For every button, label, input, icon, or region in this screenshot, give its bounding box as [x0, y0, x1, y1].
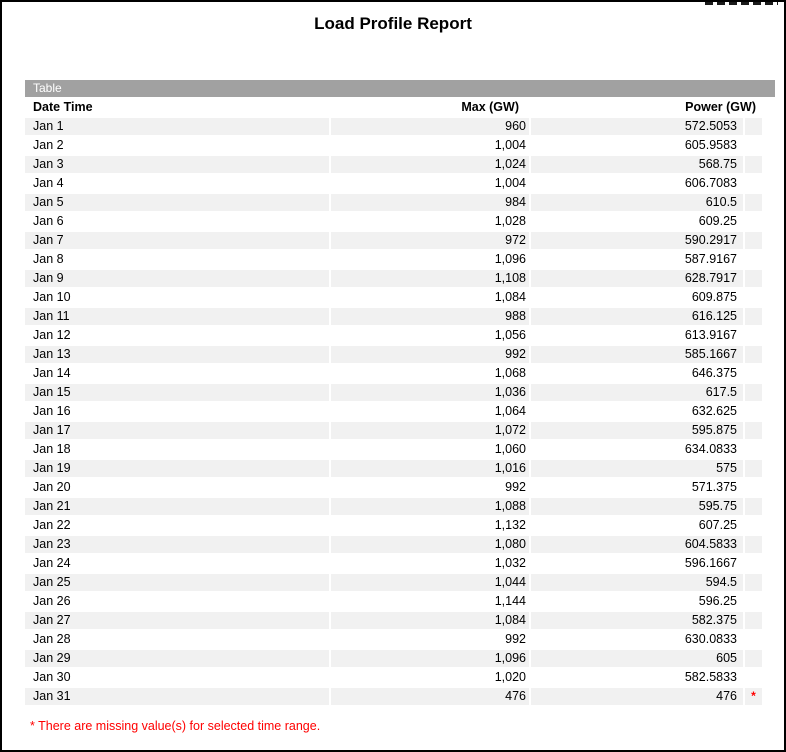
power-value-cell: 632.625 — [531, 403, 743, 420]
table-row — [25, 441, 762, 458]
power-value-cell: 582.375 — [531, 612, 743, 629]
missing-flag-cell — [745, 555, 762, 572]
max-value-cell: 1,044 — [331, 574, 529, 591]
date-cell: Jan 7 — [25, 232, 329, 249]
date-cell: Jan 3 — [25, 156, 329, 173]
max-value-cell: 1,004 — [331, 175, 529, 192]
missing-flag-cell — [745, 403, 762, 420]
power-value-cell: 571.375 — [531, 479, 743, 496]
date-cell: Jan 23 — [25, 536, 329, 553]
max-value-cell: 992 — [331, 479, 529, 496]
date-cell: Jan 16 — [25, 403, 329, 420]
max-value-cell: 988 — [331, 308, 529, 325]
date-cell: Jan 20 — [25, 479, 329, 496]
table-row — [25, 460, 762, 477]
missing-flag-cell — [745, 213, 762, 230]
power-value-cell: 590.2917 — [531, 232, 743, 249]
power-value-cell: 610.5 — [531, 194, 743, 211]
max-value-cell: 1,088 — [331, 498, 529, 515]
power-value-cell: 587.9167 — [531, 251, 743, 268]
power-value-cell: 605.9583 — [531, 137, 743, 154]
table-row — [25, 517, 762, 534]
table-row — [25, 232, 762, 249]
date-cell: Jan 17 — [25, 422, 329, 439]
table-row — [25, 251, 762, 268]
missing-flag-cell: * — [745, 688, 762, 705]
table-row — [25, 593, 762, 610]
power-value-cell: 582.5833 — [531, 669, 743, 686]
date-cell: Jan 1 — [25, 118, 329, 135]
missing-flag-cell — [745, 498, 762, 515]
power-value-cell: 596.25 — [531, 593, 743, 610]
table-row — [25, 555, 762, 572]
max-value-cell: 1,024 — [331, 156, 529, 173]
missing-flag-cell — [745, 479, 762, 496]
max-value-cell: 1,096 — [331, 650, 529, 667]
date-cell: Jan 4 — [25, 175, 329, 192]
power-value-cell: 596.1667 — [531, 555, 743, 572]
max-value-cell: 1,004 — [331, 137, 529, 154]
table-row — [25, 308, 762, 325]
missing-flag-cell — [745, 251, 762, 268]
table-row — [25, 156, 762, 173]
missing-flag-cell — [745, 384, 762, 401]
missing-flag-cell — [745, 441, 762, 458]
table-row — [25, 536, 762, 553]
table-row — [25, 365, 762, 382]
power-value-cell: 604.5833 — [531, 536, 743, 553]
max-value-cell: 476 — [331, 688, 529, 705]
power-value-cell: 568.75 — [531, 156, 743, 173]
date-cell: Jan 11 — [25, 308, 329, 325]
date-cell: Jan 27 — [25, 612, 329, 629]
date-cell: Jan 22 — [25, 517, 329, 534]
table-row — [25, 422, 762, 439]
table-row — [25, 612, 762, 629]
table-section-label: Table — [33, 81, 62, 95]
column-header-power-gw: Power (GW) — [685, 100, 756, 114]
max-value-cell: 984 — [331, 194, 529, 211]
missing-flag-cell — [745, 650, 762, 667]
table-section-bar — [25, 80, 775, 97]
power-value-cell: 617.5 — [531, 384, 743, 401]
power-value-cell: 609.25 — [531, 213, 743, 230]
max-value-cell: 1,028 — [331, 213, 529, 230]
table-row — [25, 213, 762, 230]
missing-flag-cell — [745, 593, 762, 610]
table-row — [25, 574, 762, 591]
column-header-date-time: Date Time — [33, 100, 93, 114]
table-row — [25, 118, 762, 135]
power-value-cell: 585.1667 — [531, 346, 743, 363]
power-value-cell: 634.0833 — [531, 441, 743, 458]
missing-flag-cell — [745, 669, 762, 686]
table-row — [25, 669, 762, 686]
missing-flag-cell — [745, 346, 762, 363]
missing-flag-cell — [745, 270, 762, 287]
max-value-cell: 1,084 — [331, 289, 529, 306]
table-row — [25, 327, 762, 344]
max-value-cell: 1,132 — [331, 517, 529, 534]
max-value-cell: 1,056 — [331, 327, 529, 344]
table-row — [25, 194, 762, 211]
table-row — [25, 403, 762, 420]
date-cell: Jan 19 — [25, 460, 329, 477]
power-value-cell: 616.125 — [531, 308, 743, 325]
power-value-cell: 595.75 — [531, 498, 743, 515]
missing-flag-cell — [745, 631, 762, 648]
date-cell: Jan 9 — [25, 270, 329, 287]
max-value-cell: 1,036 — [331, 384, 529, 401]
table-row — [25, 175, 762, 192]
date-cell: Jan 8 — [25, 251, 329, 268]
date-cell: Jan 6 — [25, 213, 329, 230]
max-value-cell: 1,032 — [331, 555, 529, 572]
date-cell: Jan 14 — [25, 365, 329, 382]
date-cell: Jan 5 — [25, 194, 329, 211]
missing-flag-cell — [745, 517, 762, 534]
max-value-cell: 972 — [331, 232, 529, 249]
date-cell: Jan 31 — [25, 688, 329, 705]
table-row — [25, 498, 762, 515]
max-value-cell: 1,064 — [331, 403, 529, 420]
date-cell: Jan 13 — [25, 346, 329, 363]
date-cell: Jan 18 — [25, 441, 329, 458]
missing-flag-cell — [745, 137, 762, 154]
date-cell: Jan 21 — [25, 498, 329, 515]
power-value-cell: 594.5 — [531, 574, 743, 591]
max-value-cell: 960 — [331, 118, 529, 135]
power-value-cell: 609.875 — [531, 289, 743, 306]
table-row — [25, 289, 762, 306]
table-row — [25, 479, 762, 496]
table-row — [25, 688, 762, 705]
max-value-cell: 992 — [331, 631, 529, 648]
power-value-cell: 628.7917 — [531, 270, 743, 287]
date-cell: Jan 24 — [25, 555, 329, 572]
max-value-cell: 1,084 — [331, 612, 529, 629]
max-value-cell: 1,016 — [331, 460, 529, 477]
max-value-cell: 1,060 — [331, 441, 529, 458]
missing-flag-cell — [745, 175, 762, 192]
date-cell: Jan 2 — [25, 137, 329, 154]
power-value-cell: 646.375 — [531, 365, 743, 382]
power-value-cell: 605 — [531, 650, 743, 667]
table-row — [25, 137, 762, 154]
date-cell: Jan 26 — [25, 593, 329, 610]
power-value-cell: 476 — [531, 688, 743, 705]
power-value-cell: 606.7083 — [531, 175, 743, 192]
clipped-text-fragment — [705, 2, 778, 5]
date-cell: Jan 15 — [25, 384, 329, 401]
max-value-cell: 1,072 — [331, 422, 529, 439]
table-row — [25, 650, 762, 667]
missing-flag-cell — [745, 327, 762, 344]
missing-flag-cell — [745, 232, 762, 249]
missing-flag-cell — [745, 365, 762, 382]
table-row — [25, 270, 762, 287]
max-value-cell: 1,080 — [331, 536, 529, 553]
date-cell: Jan 30 — [25, 669, 329, 686]
max-value-cell: 1,068 — [331, 365, 529, 382]
page-title: Load Profile Report — [314, 14, 472, 33]
column-header-max-gw: Max (GW) — [461, 100, 519, 114]
missing-flag-cell — [745, 289, 762, 306]
missing-flag-cell — [745, 612, 762, 629]
power-value-cell: 630.0833 — [531, 631, 743, 648]
power-value-cell: 613.9167 — [531, 327, 743, 344]
date-cell: Jan 12 — [25, 327, 329, 344]
missing-flag-cell — [745, 460, 762, 477]
date-cell: Jan 25 — [25, 574, 329, 591]
missing-values-footnote: * There are missing value(s) for selected time range. — [30, 719, 321, 733]
table-row — [25, 384, 762, 401]
table-header-row — [25, 99, 762, 116]
max-value-cell: 992 — [331, 346, 529, 363]
missing-flag-cell — [745, 574, 762, 591]
power-value-cell: 607.25 — [531, 517, 743, 534]
missing-flag-cell — [745, 156, 762, 173]
load-profile-table — [23, 97, 764, 707]
missing-flag-cell — [745, 194, 762, 211]
missing-flag-cell — [745, 422, 762, 439]
max-value-cell: 1,108 — [331, 270, 529, 287]
date-cell: Jan 28 — [25, 631, 329, 648]
max-value-cell: 1,144 — [331, 593, 529, 610]
power-value-cell: 572.5053 — [531, 118, 743, 135]
missing-flag-cell — [745, 536, 762, 553]
table-row — [25, 631, 762, 648]
max-value-cell: 1,020 — [331, 669, 529, 686]
max-value-cell: 1,096 — [331, 251, 529, 268]
power-value-cell: 595.875 — [531, 422, 743, 439]
table-row — [25, 346, 762, 363]
date-cell: Jan 29 — [25, 650, 329, 667]
date-cell: Jan 10 — [25, 289, 329, 306]
power-value-cell: 575 — [531, 460, 743, 477]
missing-flag-cell — [745, 308, 762, 325]
missing-flag-cell — [745, 118, 762, 135]
